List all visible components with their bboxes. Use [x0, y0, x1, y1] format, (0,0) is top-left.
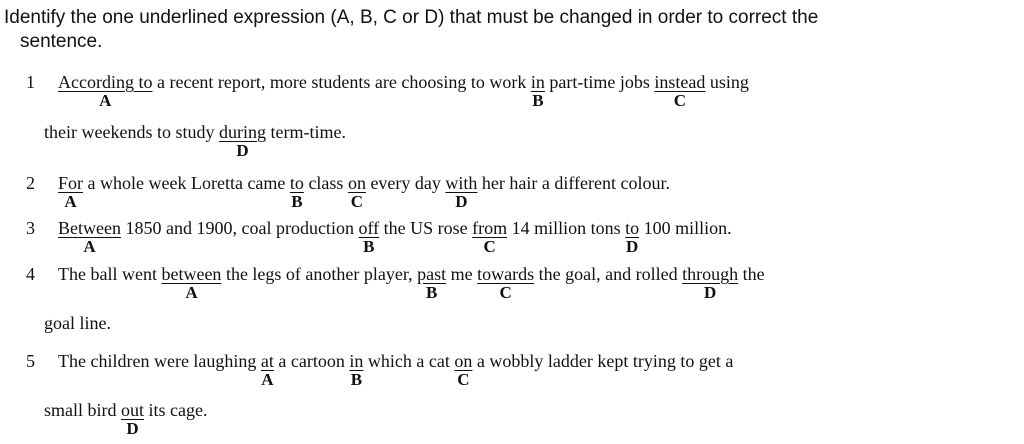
option-a: Between A: [58, 218, 121, 256]
question-number: 5: [26, 351, 35, 371]
question-2: 2 For A a whole week Loretta came to B class on C every day with D her hair a different colour.: [26, 173, 671, 211]
instruction: [4, 6, 1014, 54]
question-5-line-2: small bird out D its cage.: [44, 400, 208, 438]
option-c: from C: [472, 218, 508, 256]
option-c: on C: [347, 173, 366, 211]
option-d: out D: [121, 400, 145, 438]
option-d: to D: [625, 218, 640, 256]
instruction-line-1: Identify the one underlined expression (A, B, C or D) that must be changed in order to correct the: [4, 7, 819, 28]
question-number: 2: [26, 173, 35, 193]
option-d: during D: [218, 122, 266, 160]
option-a: at A: [260, 351, 274, 389]
question-number: 1: [26, 72, 35, 92]
option-b: in B: [530, 72, 545, 110]
option-c: towards C: [477, 264, 535, 302]
option-a: between A: [161, 264, 222, 302]
option-b: past B: [417, 264, 447, 302]
option-c: instead C: [654, 72, 706, 110]
option-b: to B: [289, 173, 304, 211]
question-3: 3 Between A 1850 and 1900, coal production off B the US rose from C 14 million tons to D 100 million.: [26, 218, 732, 256]
question-number: 4: [26, 264, 35, 284]
option-b: in B: [349, 351, 364, 389]
option-a: For A: [58, 173, 84, 211]
question-1-line-1: 1 According to A a recent report, more students are choosing to work in B part-time jobs instead C using: [26, 72, 749, 110]
option-a: According to A: [58, 72, 153, 110]
question-number: 3: [26, 218, 35, 238]
question-1-line-2: their weekends to study during D term-time.: [44, 122, 346, 160]
instruction-line-2: sentence.: [20, 31, 103, 52]
option-b: off B: [358, 218, 380, 256]
option-d: through D: [682, 264, 739, 302]
question-5-line-1: 5 The children were laughing at A a cartoon in B which a cat on C a wobbly ladder kept trying to get a: [26, 351, 734, 389]
question-4-line-1: 4 The ball went between A the legs of another player, past B me towards C the goal, and rolled through D the: [26, 264, 765, 302]
question-4-line-2: goal line.: [44, 313, 111, 333]
option-c: on C: [454, 351, 473, 389]
option-d: with D: [445, 173, 478, 211]
